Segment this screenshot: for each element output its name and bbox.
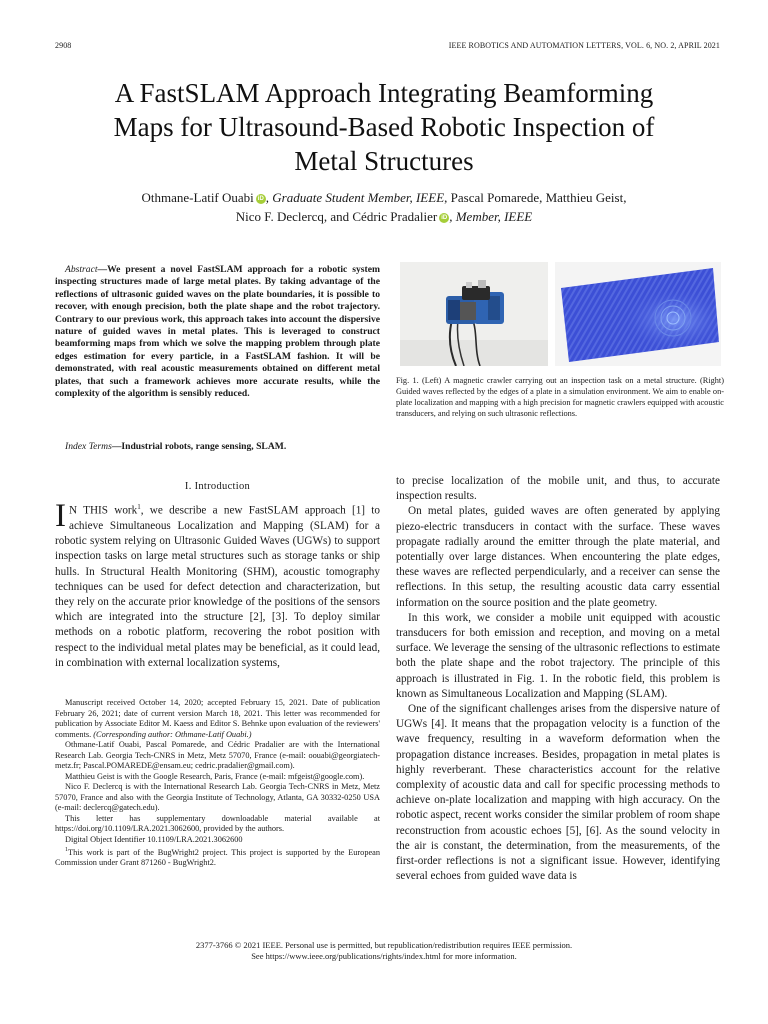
footnote-mark: 1 <box>65 847 68 853</box>
crawler-illustration <box>400 262 548 366</box>
index-terms-text: —Industrial robots, range sensing, SLAM. <box>111 441 287 452</box>
section-title: I. Introduction <box>184 481 251 492</box>
author-role: , Member, IEEE <box>449 209 533 224</box>
intro-text: , we describe a new FastSLAM approach [1] to achieve Simultaneous Localization and Mapping (SLAM) for a robotic system relying on Ultrasonic Guided Waves (UGWs) to support inspection tasks on large metal structures such as storage tanks or ship hulls. In Structural Health Monitoring (SHM), acoustic tomography techniques can be used for defect detection and characterization, but they rely on the accurate prior knowledge of the positions of the sensors which are integrated into the structure [2], [3]. To deploy similar methods on a robotic platform, recovering the robot position with respect to the individual metal plates may be beneficial, as it could lead, in combination with external localization systems, <box>55 504 380 669</box>
corresponding-author: (Corresponding author: Othmane-Latif Ouabi.) <box>93 729 252 739</box>
magnetic-crawler-photo <box>400 262 548 366</box>
author-role: , Graduate Student Member, IEEE <box>265 190 445 205</box>
section-heading <box>55 481 380 492</box>
supplementary-note: This letter has supplementary downloadable material available at https://doi.org/10.1109/LRA.2021.3062600, provided by the authors. <box>55 813 380 833</box>
abstract <box>55 264 380 400</box>
page-number: 2908 <box>55 41 72 50</box>
paragraph: In this work, we consider a mobile unit equipped with acoustic transducers for both emission and reception, and moving on a metal surface. We leverage the sensing of the ultrasonic reflections to estimate both the plate shape and the robot trajectory. The principle of this approach is illustrated in Fig. 1. In the robotic field, this problem is known as Simultaneous Localization and Mapping (SLAM). <box>396 611 720 700</box>
affiliation-note: Matthieu Geist is with the Google Research, Paris, France (e-mail: mfgeist@google.com). <box>65 771 365 781</box>
guided-wave-simulation <box>555 262 721 366</box>
paragraph: On metal plates, guided waves are often generated by applying piezo-electric transducers in contact with the surface. These waves propagate radially around the emitter through the plate material, and potentially over large distances. When encountering the plate edges, these waves are reflected perpendicularly, and a receiver can sense the reflections. In this setup, the resulting acoustic data carry essential information on the source position and the plate geometry. <box>396 505 720 609</box>
abstract-label: Abstract <box>65 264 98 275</box>
paragraph: to precise localization of the mobile unit, and thus, to accurate inspection results. <box>396 475 720 503</box>
author-list <box>40 188 728 226</box>
affiliation-note: Nico F. Declercq is with the International Research Lab. Georgia Tech-CNRS in Metz, Metz 57070, France and also with the Georgia Institute of Technology, Atlanta, GA 30332-0250 USA (e-mail: declercq@gatech.edu). <box>55 782 380 812</box>
copyright-footer <box>40 940 728 962</box>
intro-column-2 <box>396 474 720 884</box>
author-names: Nico F. Declercq, and Cédric Pradalier <box>235 209 438 224</box>
manuscript-note: Manuscript received October 14, 2020; accepted February 15, 2021. Date of publication February 26, 2021; date of current version March 18, 2021. This letter was recommended for publication by Associate Editor M. Kaess and Editor S. Behnke upon evaluation of the reviewers' comments. <box>55 698 380 739</box>
journal-header: IEEE ROBOTICS AND AUTOMATION LETTERS, VOL. 6, NO. 2, APRIL 2021 <box>448 41 720 50</box>
index-terms-label: Index Terms <box>65 441 112 452</box>
title-line-1: A FastSLAM Approach Integrating Beamforming <box>114 78 654 108</box>
orcid-icon[interactable]: iD <box>441 215 448 221</box>
doi-note: Digital Object Identifier 10.1109/LRA.2021.3062600 <box>65 834 243 844</box>
title-line-2: Maps for Ultrasound-Based Robotic Inspection of <box>113 112 655 142</box>
project-note: This work is part of the BugWright2 project. This project is supported by the European Commission under Grant 871260 - BugWright2. <box>55 847 380 868</box>
title-line-3: Metal Structures <box>294 146 474 176</box>
footnote-mark[interactable]: 1 <box>137 503 141 511</box>
wave-simulation-illustration <box>555 262 721 366</box>
figure-1-caption: Fig. 1. (Left) A magnetic crawler carrying out an inspection task on a metal structure. (Right) Guided waves reflected by the edges of a plate in a simulation environment. We aim to enable on-plate localization and mapping with a high precision for magnetic crawlers equipped with acoustic transducers, and relying on such ultrasonic reflections. <box>396 376 724 418</box>
intro-text-start: N THIS work <box>69 504 138 517</box>
paper-title <box>40 76 728 178</box>
intro-column-1 <box>55 500 380 671</box>
affiliation-note: Othmane-Latif Ouabi, Pascal Pomarede, and Cédric Pradalier are with the International Research Lab. Georgia Tech-CNRS in Metz, Metz 57070, France (e-mail: oouabi@georgiatech-metz.fr; Pascal.POMAREDE@ensam.eu; cedric.pradalier@gmail.com). <box>55 740 380 770</box>
orcid-icon[interactable]: iD <box>257 196 264 202</box>
copyright-line: 2377-3766 © 2021 IEEE. Personal use is permitted, but republication/redistribution requires IEEE permission. <box>195 940 573 950</box>
paragraph: One of the significant challenges arises from the dispersive nature of UGWs [4]. It means that the propagation velocity is a function of the wave frequency, resulting in a waveform deformation when the propagation distance increases. Besides, propagation in metal plates is highly reverberant. These characteristics account for the relative complexity of acoustic data and call for specific processing methods to achieve on-plate localization and mapping with high accuracy. On the robotic aspect, recent works consider the similar problem of room shape reconstruction from acoustic echoes [5], [6]. As the sound velocity in the air is constant, the determination, from the measurements, of the first-order reflections is not a significant issue. However, identifying several echoes from guided wave data is <box>396 703 720 883</box>
author-name: Othmane-Latif Ouabi <box>141 190 254 205</box>
rights-link-line: See https://www.ieee.org/publications/rights/index.html for more information. <box>251 951 517 961</box>
footnotes <box>55 698 380 869</box>
dropcap: I <box>55 498 66 534</box>
index-terms <box>55 441 380 453</box>
author-names: , Pascal Pomarede, Matthieu Geist, <box>444 190 627 205</box>
abstract-text: —We present a novel FastSLAM approach for a robotic system inspecting structures made of large metal plates. By taking advantage of the reflections of ultrasonic guided waves on the plate boundaries, it is possible to recover, with enough precision, both the plate shape and the robot trajectory. Contrary to our previous work, this approach takes into account the dispersive nature of guided waves in metal plates. This is leveraged to construct beamforming maps from which we solve the mapping problem through plate edges estimation for every particle, in a FastSLAM fashion. It will be demonstrated, with real acoustic measurements obtained on different metal plates, that such a framework achieves more accurate results, while the complexity of the algorithm is sensibly reduced. <box>55 264 380 400</box>
figure-1 <box>400 262 722 370</box>
